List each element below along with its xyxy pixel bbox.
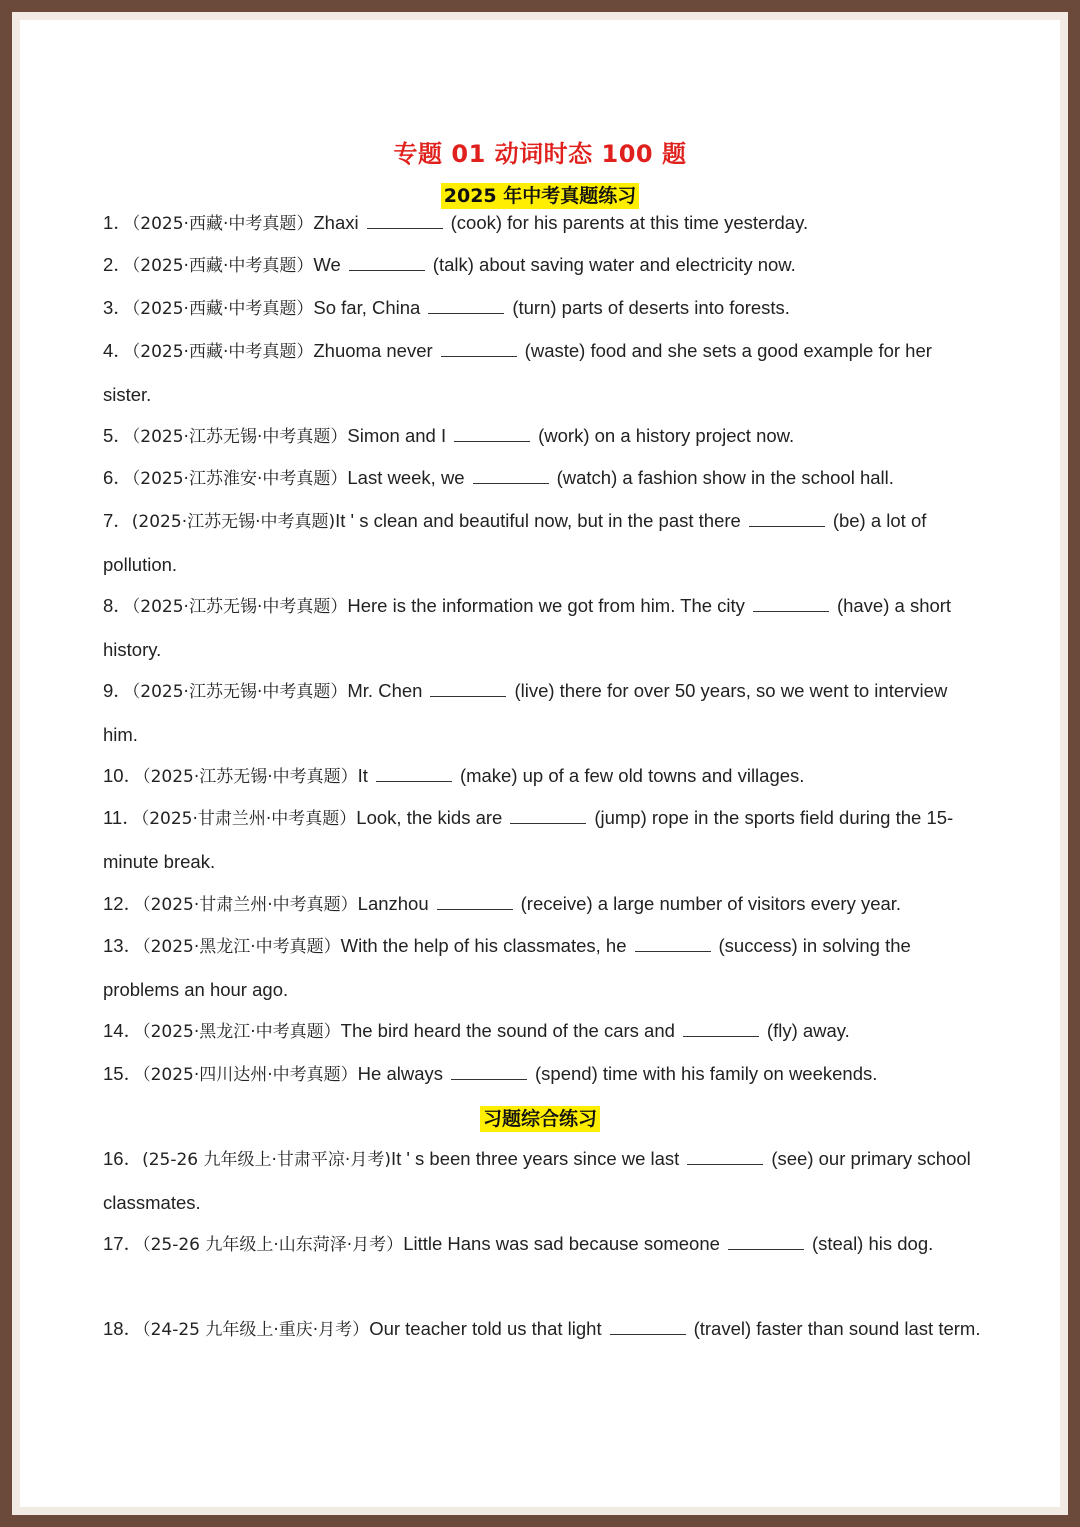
answer-blank[interactable] [430,695,506,697]
question-item: 8．（2025·江苏无锡·中考真题）Here is the information we got from him. The city (have) a short history. [103,595,952,660]
worksheet-page [20,20,1060,1507]
answer-blank[interactable] [349,269,425,271]
section-heading-label: 习题综合练习 [480,1106,600,1132]
answer-blank[interactable] [376,780,452,782]
question-item: 14．（2025·黑龙江·中考真题）The bird heard the sound of the cars and (fly) away. [103,1020,850,1042]
section-heading-label: 2025 年中考真题练习 [441,183,640,209]
question-item: 15．（2025·四川达州·中考真题）He always (spend) time with his family on weekends. [103,1063,878,1085]
answer-blank[interactable] [687,1163,763,1165]
question-item: 6．（2025·江苏淮安·中考真题）Last week, we (watch) a fashion show in the school hall. [103,467,894,489]
question-item: 11．（2025·甘肃兰州·中考真题）Look, the kids are (jump) rope in the sports field during the 15-minute break. [103,807,954,872]
question-item: 4．（2025·西藏·中考真题）Zhuoma never (waste) food and she sets a good example for her sister. [103,340,932,405]
question-item: 13．（2025·黑龙江·中考真题）With the help of his classmates, he (success) in solving the problems an hour ago. [103,935,911,1000]
answer-blank[interactable] [749,525,825,527]
answer-blank[interactable] [451,1078,527,1080]
answer-blank[interactable] [610,1333,686,1335]
answer-blank[interactable] [683,1035,759,1037]
question-item: 7．(2025·江苏无锡·中考真题)It ' s clean and beautiful now, but in the past there (be) a lot of pollution. [103,510,927,575]
question-item: 1．（2025·西藏·中考真题）Zhaxi (cook) for his parents at this time yesterday. [103,212,809,234]
answer-blank[interactable] [428,312,504,314]
answer-blank[interactable] [473,482,549,484]
question-item: 3．（2025·西藏·中考真题）So far, China (turn) parts of deserts into forests. [103,297,790,319]
question-item: 16．(25-26 九年级上·甘肃平凉·月考)It ' s been three years since we last (see) our primary school classmates. [103,1148,971,1213]
section-heading-practice [20,1104,1060,1131]
answer-blank[interactable] [367,227,443,229]
answer-blank[interactable] [635,950,711,952]
answer-blank[interactable] [454,440,530,442]
question-item: 9．（2025·江苏无锡·中考真题）Mr. Chen (live) there for over 50 years, so we went to interview him. [103,680,948,745]
question-item: 12．（2025·甘肃兰州·中考真题）Lanzhou (receive) a large number of visitors every year. [103,893,902,915]
question-item: 2．（2025·西藏·中考真题）We (talk) about saving water and electricity now. [103,254,796,276]
answer-blank[interactable] [728,1248,804,1250]
question-item: 17．（25-26 九年级上·山东菏泽·月考）Little Hans was sad because someone (steal) his dog. [103,1233,934,1255]
answer-blank[interactable] [510,822,586,824]
answer-blank[interactable] [437,908,513,910]
question-item: 5．（2025·江苏无锡·中考真题）Simon and I (work) on a history project now. [103,425,795,447]
answer-blank[interactable] [441,355,517,357]
answer-blank[interactable] [753,610,829,612]
question-item: 18．（24-25 九年级上·重庆·月考）Our teacher told us that light (travel) faster than sound last term. [103,1318,981,1340]
question-item: 10．（2025·江苏无锡·中考真题）It (make) up of a few old towns and villages. [103,765,805,787]
page-title: 专题 01 动词时态 100 题 [393,140,687,168]
